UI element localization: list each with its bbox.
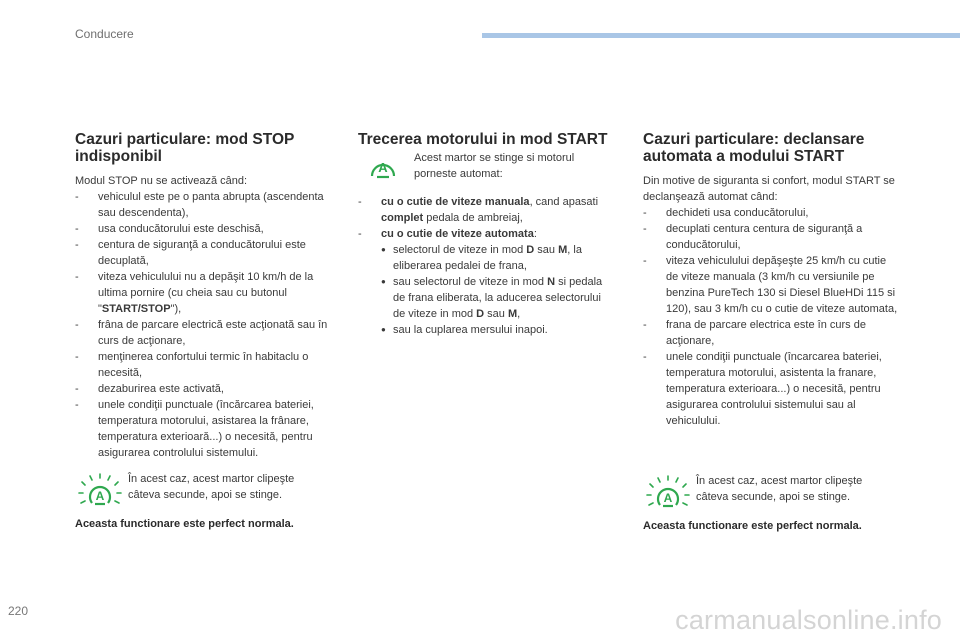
list-item: - vehiculul este pe o panta abrupta (ascendenta sau descendenta), [75,189,330,221]
list-item: - dechideti usa conducătorului, [643,205,901,221]
col3-warning [643,473,901,511]
col2-lamp-text: Acest martor se stinge si motorul porneste automat: [414,152,575,180]
col2-title: Trecerea motorului in mod START [358,131,608,148]
list-item: - viteza vehiculului nu a depăşit 10 km/h de la ultima pornire (cu cheia sau cu butonul "START/STOP"), [75,269,330,317]
column-start-mode [358,131,614,338]
svg-text:A: A [95,489,105,503]
list-item: - frana de parcare electrica este în curs de acţionare, [643,317,901,349]
section-label: Conducere [75,27,134,41]
svg-text:A: A [663,491,673,505]
col3-intro: Din motive de siguranta si confort, modul START se declanşează automat când: [643,175,895,203]
list-item: ● sau la cuplarea mersului inapoi. [381,322,614,338]
page-number: 220 [8,604,29,618]
list-item: - cu o cutie de viteze manuala, cand apasati complet pedala de ambreiaj, [358,194,614,226]
col1-warning [75,471,330,509]
col3-warning-text: În acest caz, acest martor clipeşte câteva secunde, apoi se stinge. [696,475,863,503]
header-bar [482,33,960,38]
start-stop-label: START/STOP [101,303,171,315]
col1-note: Aceasta functionare este perfect normala. [75,518,294,530]
col1-intro: Modul STOP nu se activează când: [75,175,248,187]
col2-lamp-row [358,150,614,182]
list-item: - dezaburirea este activată, [75,381,330,397]
list-item: - viteza vehiculului depăşeşte 25 km/h cu cutie de viteze manuala (3 km/h cu versiunile pe benzina PureTech 130 si Diesel BlueHDi 115 si 120), sau 3 km/h cu o cutie de viteze automata, [643,253,901,317]
list-item: ● selectorul de viteze in mod D sau M, la eliberarea pedalei de frana, [381,242,614,274]
watermark: carmanualsonline.info [675,605,942,635]
col1-list [75,189,330,461]
list-item: - centura de siguranţă a conducătorului este decuplată, [75,237,330,269]
auto-start-lamp-blinking-icon [75,471,125,509]
list-item: - usa conducătorului este deschisă, [75,221,330,237]
column-auto-start [643,131,901,534]
col3-note: Aceasta functionare este perfect normala. [643,520,862,532]
column-stop-unavailable [75,131,330,532]
col1-warning-text: În acest caz, acest martor clipeşte câteva secunde, apoi se stinge. [128,473,295,501]
list-item: - menţinerea confortului termic în habitaclu o necesită, [75,349,330,381]
list-item: ● sau selectorul de viteze in mod N si pedala de frana eliberata, la aducerea selectorului de viteze in mod D sau M, [381,274,614,322]
auto-start-lamp-blinking-icon [643,473,693,511]
list-item: - unele condiţii punctuale (încarcarea bateriei, temperatura motorului, asistenta la franare, temperatura exterioara...) o necesită, pentru asigurarea controlului sistemului sau al vehiculului. [643,349,901,429]
list-item: - frâna de parcare electrică este acţionată sau în curs de acţionare, [75,317,330,349]
col2-list [358,194,614,338]
col3-list [643,205,901,429]
list-item: - unele condiţii punctuale (încărcarea bateriei, temperatura motorului, asistarea la frânare, temperatura exterioară...) o necesită, pentru asigurarea controlului sistemului. [75,397,330,461]
svg-text:A: A [378,160,388,175]
auto-start-lamp-icon [358,150,408,180]
col3-title: Cazuri particulare: declansare automata a modului START [643,131,865,165]
list-item: - decuplati centura centura de siguranţă a conducătorului, [643,221,901,253]
list-item: - cu o cutie de viteze automata: ● selectorul de viteze in mod D sau M, la eliberarea pedalei de frana, ● sau selectorul de viteze in mod N si pedala de frana eliberata, la aducerea selectorului de viteze in mod D sau M, ● sau la cuplarea mersului inapoi. [358,226,614,338]
col1-title: Cazuri particulare: mod STOP indisponibil [75,131,295,165]
col2-sublist [381,242,614,338]
